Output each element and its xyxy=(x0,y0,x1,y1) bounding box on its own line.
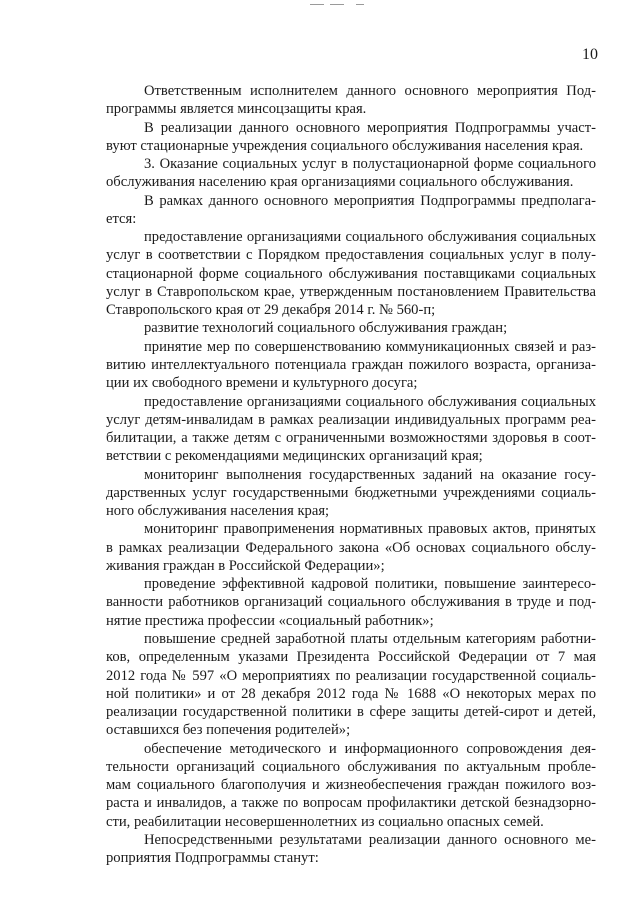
scan-top-marks xyxy=(310,4,370,8)
text-line: тельности организаций социального обслуживания по актуальным пробле- xyxy=(106,758,596,775)
paragraph xyxy=(106,319,596,337)
text-line: оставшихся без попечения родителей»; xyxy=(106,722,351,739)
paragraph xyxy=(106,630,596,740)
text-line: ванности работников организаций социального обслуживания в труде и под- xyxy=(106,594,596,611)
paragraph xyxy=(106,228,596,319)
text-line: роприятия Подпрограммы станут: xyxy=(106,850,319,867)
text-line: предоставление организациями социального обслуживания социальных xyxy=(144,229,596,246)
text-line: нятие престижа профессии «социальный работник»; xyxy=(106,612,434,629)
text-line: в рамках реализации Федерального закона «Об основах социального обслу- xyxy=(106,539,596,556)
paragraph xyxy=(106,520,596,575)
text-line: раста и инвалидов, а также по вопросам профилактики детской безнадзорно- xyxy=(106,795,596,812)
text-line: программы является минсоцзащиты края. xyxy=(106,101,367,118)
paragraph xyxy=(106,119,596,156)
paragraph xyxy=(106,393,596,466)
text-line: услуг детям-инвалидам в рамках реализации индивидуальных программ реа- xyxy=(106,411,596,428)
text-line: мам социального благополучия и жизнеобеспечения граждан пожилого воз- xyxy=(106,777,596,794)
text-line: В реализации данного основного мероприятия Подпрограммы участ- xyxy=(144,119,596,136)
paragraph xyxy=(106,575,596,630)
text-line: 3. Оказание социальных услуг в полустационарной форме социального xyxy=(144,156,596,173)
text-line: реализации государственной политики в сфере защиты детей-сирот и детей, xyxy=(106,704,596,721)
text-line: билитации, а также детям с ограниченными возможностями здоровья в соот- xyxy=(106,430,596,447)
paragraph xyxy=(106,192,596,229)
text-line: Ставропольского края от 29 декабря 2014 г. № 560-п; xyxy=(106,302,436,319)
paragraph xyxy=(106,82,596,119)
text-line: В рамках данного основного мероприятия Подпрограммы предполага- xyxy=(144,192,596,209)
text-line: ции их свободного времени и культурного досуга; xyxy=(106,375,418,392)
page-number: 10 xyxy=(582,46,598,63)
text-line: ной политики» и от 28 декабря 2012 года № 1688 «О некоторых мерах по xyxy=(106,685,596,702)
text-line: ков, определенным указами Президента Российской Федерации от 7 мая xyxy=(106,649,596,666)
text-line: услуг в соответствии с Порядком предоставления социальных услуг в полу- xyxy=(106,247,596,264)
text-line: Ответственным исполнителем данного основного мероприятия Под- xyxy=(144,83,596,99)
text-line: витию интеллектуального потенциала граждан пожилого возраста, организа- xyxy=(106,356,596,373)
text-line: проведение эффективной кадровой политики, повышение заинтересо- xyxy=(144,576,596,593)
text-line: Непосредственными результатами реализации данного основного ме- xyxy=(144,831,596,848)
text-line: услуг в Ставропольском крае, утвержденным постановлением Правительства xyxy=(106,283,596,300)
text-line: 2012 года № 597 «О мероприятиях по реализации государственной социаль- xyxy=(106,667,596,684)
text-line: мониторинг выполнения государственных заданий на оказание госу- xyxy=(144,466,596,483)
text-line: обслуживания населению края организациями социального обслуживания. xyxy=(106,174,574,191)
paragraph xyxy=(106,831,596,868)
text-line: обеспечение методического и информационного сопровождения дея- xyxy=(144,740,596,757)
text-line: дарственных услуг государственными бюджетными учреждениями социаль- xyxy=(106,484,596,501)
text-line: живания граждан в Российской Федерации»; xyxy=(106,557,385,574)
paragraph xyxy=(106,740,596,831)
text-line: стационарной форме социального обслуживания поставщиками социальных xyxy=(106,265,596,282)
text-line: ется: xyxy=(106,210,137,227)
paragraph xyxy=(106,155,596,192)
text-line: ветствии с рекомендациями медицинских организаций края; xyxy=(106,448,483,465)
text-line: предоставление организациями социального обслуживания социальных xyxy=(144,393,596,410)
text-line: развитие технологий социального обслуживания граждан; xyxy=(144,320,508,337)
text-line: ного обслуживания населения края; xyxy=(106,503,330,520)
paragraph xyxy=(106,466,596,521)
document-body xyxy=(106,82,596,867)
text-line: принятие мер по совершенствованию коммуникационных связей и раз- xyxy=(144,338,596,355)
text-line: повышение средней заработной платы отдельным категориям работни- xyxy=(144,630,596,647)
paragraph xyxy=(106,338,596,393)
text-line: вуют стационарные учреждения социального обслуживания населения края. xyxy=(106,137,584,154)
text-line: сти, реабилитации несовершеннолетних из социально опасных семей. xyxy=(106,813,544,830)
text-line: мониторинг правоприменения нормативных правовых актов, принятых xyxy=(144,521,596,538)
